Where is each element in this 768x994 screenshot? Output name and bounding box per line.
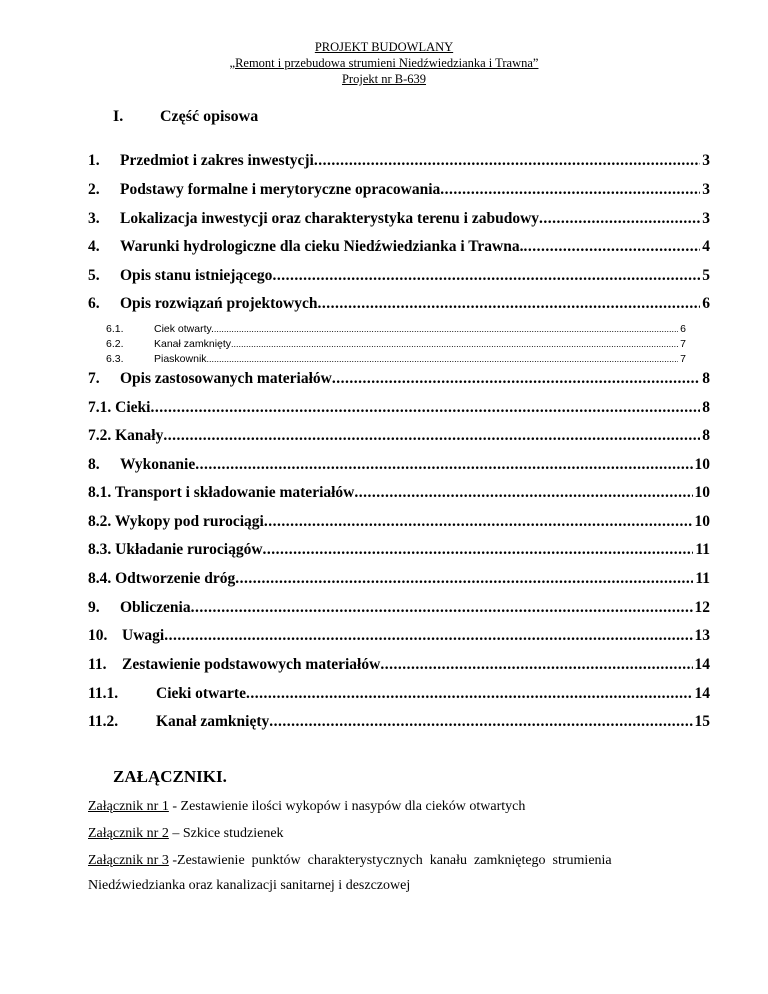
toc-entry[interactable] [88,456,710,474]
toc-entry[interactable] [88,627,710,645]
toc-title: Opis rozwiązań projektowych [120,295,318,312]
toc-leader [231,338,678,350]
toc-leader [214,323,678,335]
attachment-desc: – Szkice studzienek [168,826,284,841]
toc-title: Opis zastosowanych materiałów [120,370,332,387]
toc-entry[interactable] [88,513,710,531]
toc-page: 3 [702,210,710,227]
attachment-item[interactable] [88,826,710,842]
toc-entry[interactable] [88,295,710,313]
toc-num: 7. [88,370,100,387]
toc-entry[interactable] [88,181,710,199]
toc-num: 10. [88,627,108,644]
toc-title: Cieki otwarte [156,685,246,702]
toc-page: 4 [702,238,710,255]
toc-leader [207,353,679,365]
toc-leader [272,267,700,285]
toc-page: 6 [680,323,686,335]
toc-subentry[interactable] [106,353,686,365]
toc-page: 8 [702,427,710,444]
toc-entry[interactable] [88,685,710,703]
toc-title: Kanał zamknięty [154,338,232,350]
toc-leader [354,484,692,502]
toc-entry[interactable] [88,399,710,417]
toc-page: 8 [702,399,710,416]
toc-title: Przedmiot i zakres inwestycji [120,152,314,169]
toc-leader [317,295,700,313]
toc-num: 11.1. [88,685,119,702]
section-title: Część opisowa [160,108,259,125]
toc-page: 8 [702,370,710,387]
toc-entry[interactable] [88,541,710,559]
toc-num: 11. [88,656,107,673]
toc-entry[interactable] [88,484,710,502]
toc-page: 5 [702,267,710,284]
toc-title: Ciek otwarty. [154,323,214,335]
toc-page: 11 [695,541,710,558]
toc-title: Piaskownik [154,353,207,365]
toc-leader [191,599,693,617]
toc-title: 7.1. Cieki [88,399,151,416]
toc-leader [314,152,700,170]
toc-page: 10 [694,456,710,473]
toc-num: 8. [88,456,100,473]
toc-num: 2. [88,181,100,198]
toc-leader [523,238,700,256]
header-project-number: Projekt nr B-639 [341,72,427,86]
toc-title: Kanał zamknięty [156,713,270,730]
toc-subentry[interactable] [106,338,686,350]
toc-page: 15 [694,713,710,730]
toc-leader [332,370,700,388]
toc-page: 11 [695,570,710,587]
toc-leader [440,181,700,199]
toc-num: 6.2. [106,338,124,350]
toc-num: 1. [88,152,100,169]
toc-page: 13 [694,627,710,644]
toc-entry[interactable] [88,370,710,388]
attachment-continuation: Niedźwiedzianka oraz kanalizacji sanitarnej i deszczowej [88,878,411,893]
toc-entry[interactable] [88,656,710,674]
toc-entry[interactable] [88,210,710,228]
toc-leader [163,427,700,445]
toc-entry[interactable] [88,152,710,170]
toc-entry[interactable] [88,427,710,445]
toc-entry[interactable] [88,238,710,256]
toc-title: 8.1. Transport i składowanie materiałów [88,484,355,501]
toc-title: Warunki hydrologiczne dla cieku Niedźwiedzianka i Trawna. [120,238,524,255]
toc-num: 6.1. [106,323,124,335]
toc-page: 10 [694,513,710,530]
toc-title: Obliczenia [120,599,191,616]
toc-page: 14 [694,685,710,702]
toc-title: 8.4. Odtworzenie dróg [88,570,236,587]
toc-leader [164,627,692,645]
toc-leader [263,541,694,559]
toc-title: 8.3. Układanie rurociągów [88,541,263,558]
toc-title: Uwagi [122,627,165,644]
toc-subentry[interactable] [106,323,686,335]
toc-title: Lokalizacja inwestycji oraz charakterystyka terenu i zabudowy [120,210,540,227]
toc-num: 5. [88,267,100,284]
toc-num: 9. [88,599,100,616]
toc-page: 7 [680,353,686,365]
toc-leader [195,456,692,474]
toc-title: Zestawienie podstawowych materiałów [122,656,381,673]
toc-page: 3 [702,181,710,198]
header-title: PROJEKT BUDOWLANY [314,40,454,54]
attachments-title: ZAŁĄCZNIKI. [113,767,227,786]
toc-title: 7.2. Kanały [88,427,164,444]
attachment-link[interactable]: Załącznik nr 2 [88,826,169,841]
attachment-item[interactable] [88,799,710,815]
toc-entry[interactable] [88,713,710,731]
toc-leader [264,513,693,531]
attachment-item[interactable] [88,853,710,869]
toc-num: 6. [88,295,100,312]
toc-entry[interactable] [88,570,710,588]
toc-title: 8.2. Wykopy pod rurociągi [88,513,264,530]
attachment-desc: -Zestawienie punktów charakterystycznych kanału zamkniętego strumienia [168,853,612,868]
toc-title: Opis stanu istniejącego [120,267,273,284]
toc-entry[interactable] [88,599,710,617]
toc-num: 11.2. [88,713,119,730]
toc-page: 7 [680,338,686,350]
toc-leader [235,570,693,588]
toc-leader [269,713,692,731]
header-project-name: „Remont i przebudowa strumieni Niedźwiedzianka i Trawna” [229,56,539,70]
toc-leader [246,685,693,703]
toc-num: 3. [88,210,100,227]
section-number: I. [113,108,124,125]
toc-leader [150,399,700,417]
toc-page: 12 [694,599,710,616]
attachment-link[interactable]: Załącznik nr 1 [88,799,169,814]
toc-title: Wykonanie [120,456,196,473]
toc-page: 10 [694,484,710,501]
toc-num: 4. [88,238,100,255]
toc-page: 14 [694,656,710,673]
toc-page: 6 [702,295,710,312]
toc-leader [380,656,692,674]
toc-title: Podstawy formalne i merytoryczne opracowania [120,181,441,198]
toc-page: 3 [702,152,710,169]
toc-entry[interactable] [88,267,710,285]
attachment-link[interactable]: Załącznik nr 3 [88,853,169,868]
toc-leader [539,210,700,228]
toc-num: 6.3. [106,353,124,365]
attachment-desc: - Zestawienie ilości wykopów i nasypów dla cieków otwartych [168,799,526,814]
